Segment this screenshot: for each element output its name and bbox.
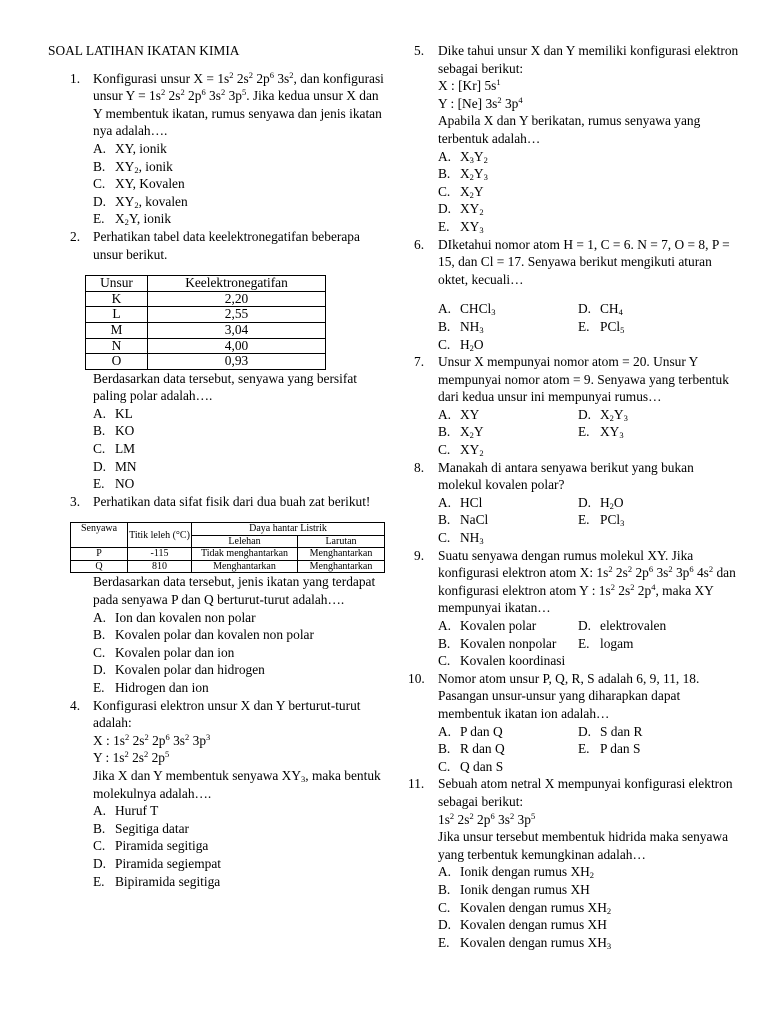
question-stem: Nomor atom unsur P, Q, R, S adalah 6, 9, 11, 18. Pasangan unsur-unsur yang diharapkan dapat membentuk ikatan ion adalah…: [438, 670, 700, 721]
answer-option: [93, 193, 388, 211]
option-letter: D.: [578, 301, 592, 317]
option-text: $XY_2$: [460, 442, 484, 459]
option-letter: A.: [93, 140, 107, 156]
option-letter: C.: [438, 183, 451, 199]
option-text: $XY_2$, ionik: [115, 158, 173, 175]
table-header-row: [86, 276, 326, 292]
question-number: 10.: [408, 670, 425, 686]
option-list: [438, 617, 740, 670]
option-text: Ionik dengan rumus $XH_2$: [460, 864, 595, 881]
option-letter: B.: [93, 627, 106, 643]
option-letter: D.: [93, 662, 107, 678]
option-letter: B.: [438, 166, 451, 182]
answer-option: [93, 820, 388, 838]
option-letter: B.: [93, 158, 106, 174]
table-header: Keelektronegatifan: [148, 276, 326, 292]
question-stem: Dike tahui unsur X dan Y memiliki konfigurasi elektron sebagai berikut:: [438, 43, 739, 76]
answer-option: [93, 405, 388, 423]
option-letter: D.: [93, 458, 107, 474]
answer-option: [438, 934, 740, 952]
table-row: [86, 354, 326, 370]
question-stem: DIketahui nomor atom H = 1, C = 6. N = 7, O = 8, P = 15, dan Cl = 17. Senyawa berikut mengikuti aturan oktet, kecuali…: [438, 236, 730, 287]
answer-option: [438, 916, 740, 934]
table-cell: M: [86, 322, 148, 338]
option-letter: E.: [438, 218, 450, 234]
answer-option: [578, 511, 718, 529]
answer-option: [438, 881, 740, 899]
answer-option: [93, 855, 388, 873]
table-header: Senyawa: [71, 523, 128, 548]
option-text: XY, Kovalen: [115, 176, 185, 192]
option-letter: D.: [438, 917, 452, 933]
question-number: 7.: [414, 354, 425, 370]
option-text: Ion dan kovalen non polar: [115, 609, 256, 625]
answer-option: [578, 494, 718, 512]
option-letter: D.: [578, 494, 592, 510]
question-stem: Manakah di antara senyawa berikut yang bukan molekul kovalen polar?: [438, 459, 694, 493]
option-text: Kovalen polar: [460, 618, 537, 633]
table-cell: 810: [128, 560, 192, 573]
table-cell: 4,00: [148, 338, 326, 354]
question-number: 3.: [70, 493, 81, 509]
option-letter: A.: [438, 864, 452, 880]
table-cell: Tidak menghantarkan: [192, 548, 298, 561]
question-stem: Konfigurasi elektron unsur X dan Y berturut-turut adalah:: [93, 697, 361, 731]
answer-option: [578, 723, 718, 741]
table-row: [86, 307, 326, 323]
option-letter: E.: [93, 476, 105, 492]
option-text: $X_2Y_3$: [600, 406, 628, 423]
answer-option: [438, 423, 578, 441]
option-letter: C.: [438, 442, 451, 458]
option-letter: A.: [438, 301, 452, 317]
option-list: [438, 863, 740, 951]
option-text: Kovalen polar dan ion: [115, 644, 235, 660]
option-text: $NH_3$: [460, 530, 484, 547]
question-stem: Perhatikan data sifat fisik dari dua buah zat berikut!: [93, 493, 371, 509]
option-letter: C.: [438, 336, 451, 352]
option-text: Kovalen polar dan hidrogen: [115, 662, 265, 678]
table-cell: Q: [71, 560, 128, 573]
right-column: [408, 42, 740, 951]
option-text: $XY_2$, kovalen: [115, 193, 188, 210]
answer-option: [438, 758, 578, 776]
table-cell: Menghantarkan: [298, 560, 385, 573]
option-text: XY, ionik: [115, 140, 167, 156]
question-number: 5.: [414, 43, 425, 58]
question-number: 6.: [414, 236, 425, 252]
table-row: [86, 322, 326, 338]
option-letter: B.: [438, 512, 451, 528]
question-followup: Apabila X dan Y berikatan, rumus senyawa yang terbentuk adalah…: [438, 113, 701, 146]
answer-option: [438, 494, 578, 512]
option-letter: B.: [93, 423, 106, 439]
answer-option: [93, 210, 388, 228]
option-text: Q dan S: [460, 758, 504, 774]
option-text: $XY_2$: [460, 201, 484, 218]
configuration-line: Y : [Ne] $3s^2$ $3p^4$: [438, 94, 523, 111]
option-text: NaCl: [460, 512, 489, 528]
option-text: CHCl$_3$: [460, 301, 496, 318]
document-title: SOAL LATIHAN IKATAN KIMIA: [48, 43, 240, 58]
option-text: $XY_3$: [460, 218, 484, 235]
option-text: PCl$_3$: [600, 512, 625, 529]
answer-option: [578, 423, 718, 441]
table-row: [71, 560, 385, 573]
table-header: Unsur: [86, 276, 148, 292]
table-cell: -115: [128, 548, 192, 561]
question-1: [48, 70, 388, 228]
option-list: [438, 406, 740, 459]
option-text: KO: [115, 423, 135, 439]
option-letter: C.: [93, 838, 106, 854]
answer-option: [93, 679, 388, 697]
table-header: Lelehan: [192, 535, 298, 548]
option-letter: D.: [578, 406, 592, 422]
option-letter: E.: [93, 211, 105, 227]
table-row: [86, 338, 326, 354]
option-letter: C.: [438, 758, 451, 774]
option-text: Kovalen dengan rumus $XH_2$: [460, 899, 612, 916]
answer-option: [93, 626, 388, 644]
table-cell: O: [86, 354, 148, 370]
option-letter: B.: [438, 424, 451, 440]
answer-option: [438, 652, 578, 670]
option-list: [93, 802, 388, 890]
configuration-line: Y : $1s^2$ $2s^2$ $2p^5$: [93, 749, 170, 766]
question-followup: Berdasarkan data tersebut, jenis ikatan yang terdapat pada senyawa P dan Q berturut-turut adalah….: [93, 574, 376, 608]
answer-option: [438, 635, 578, 653]
table-cell: 2,20: [148, 291, 326, 307]
table-cell: 2,55: [148, 307, 326, 323]
option-text: Bipiramida segitiga: [115, 873, 221, 889]
option-text: Kovalen dengan rumus $XH_3$: [460, 934, 612, 951]
option-letter: A.: [93, 609, 107, 625]
answer-option: [93, 158, 388, 176]
answer-option: [93, 644, 388, 662]
question-number: 9.: [414, 547, 425, 563]
option-text: R dan Q: [460, 741, 505, 757]
question-number: 2.: [70, 228, 81, 244]
question-followup: Berdasarkan data tersebut, senyawa yang bersifat paling polar adalah….: [93, 370, 357, 404]
option-text: LM: [115, 441, 136, 457]
question-11: [408, 775, 740, 951]
answer-option: [438, 899, 740, 917]
option-letter: B.: [438, 318, 451, 334]
table-cell: Menghantarkan: [192, 560, 298, 573]
option-list: [93, 140, 388, 228]
answer-option: [93, 440, 388, 458]
option-list: [93, 609, 388, 697]
question-followup: Jika unsur tersebut membentuk hidrida maka senyawa yang terbentuk kemungkinan adalah…: [438, 829, 729, 862]
question-stem: Unsur X mempunyai nomor atom = 20. Unsur Y mempunyai nomor atom = 9. Senyawa yang terbentuk dari kedua unsur ini mempunyai rumus…: [438, 354, 729, 405]
question-number: 4.: [70, 697, 81, 713]
answer-option: [578, 406, 718, 424]
question-number: 11.: [408, 776, 425, 792]
option-letter: C.: [93, 176, 106, 192]
question-5: [408, 42, 740, 236]
option-text: Kovalen dengan rumus XH: [460, 917, 607, 933]
option-text: PCl$_5$: [600, 318, 625, 335]
answer-option: [438, 300, 578, 318]
table-cell: 0,93: [148, 354, 326, 370]
table-header-row: [71, 523, 385, 536]
option-letter: C.: [93, 644, 106, 660]
answer-option: [578, 318, 718, 336]
answer-option: [93, 661, 388, 679]
option-text: $H_2O$: [460, 336, 484, 353]
question-7: [408, 353, 740, 459]
option-text: Hidrogen dan ion: [115, 680, 209, 695]
option-text: $XY_3$: [600, 424, 624, 441]
answer-option: [438, 511, 578, 529]
answer-option: [438, 723, 578, 741]
option-text: Ionik dengan rumus XH: [460, 881, 590, 897]
answer-option: [438, 336, 578, 354]
option-text: MN: [115, 458, 137, 474]
option-letter: A.: [438, 406, 452, 422]
table-cell: Menghantarkan: [298, 548, 385, 561]
option-letter: E.: [578, 512, 590, 528]
question-9: [408, 547, 740, 670]
option-text: Huruf T: [115, 803, 159, 819]
answer-option: [93, 609, 388, 627]
option-letter: E.: [578, 741, 590, 757]
option-letter: C.: [93, 441, 106, 457]
option-text: Kovalen koordinasi: [460, 653, 566, 669]
answer-option: [438, 441, 578, 459]
option-letter: E.: [93, 873, 105, 889]
answer-option: [438, 529, 578, 547]
option-letter: E.: [438, 934, 450, 950]
option-letter: B.: [438, 741, 451, 757]
table-cell: K: [86, 291, 148, 307]
option-text: P dan S: [600, 741, 641, 757]
answer-option: [93, 837, 388, 855]
option-text: Kovalen nonpolar: [460, 635, 557, 651]
table-row: [86, 291, 326, 307]
option-letter: C.: [438, 530, 451, 546]
option-letter: B.: [93, 820, 106, 836]
option-list: [438, 300, 740, 353]
question-2: [48, 228, 388, 493]
question-stem: Sebuah atom netral X mempunyai konfigurasi elektron sebagai berikut:: [438, 776, 733, 809]
option-letter: D.: [93, 193, 107, 209]
question-stem: Perhatikan tabel data keelektronegatifan beberapa unsur berikut.: [93, 228, 360, 262]
answer-option: [93, 873, 388, 891]
option-text: $X_2Y$, ionik: [115, 211, 172, 228]
answer-option: [578, 635, 718, 653]
answer-option: [93, 140, 388, 158]
answer-option: [438, 617, 578, 635]
option-text: Piramida segiempat: [115, 855, 221, 871]
answer-option: [438, 200, 740, 218]
option-text: Segitiga datar: [115, 820, 189, 836]
option-list: [438, 148, 740, 236]
table-cell: 3,04: [148, 322, 326, 338]
option-letter: E.: [578, 635, 590, 651]
electronegativity-table: [85, 275, 326, 370]
option-letter: A.: [438, 618, 452, 633]
option-text: $H_2O$: [600, 494, 624, 511]
configuration-line: $1s^2$ $2s^2$ $2p^6$ $3s^2$ $3p^5$: [438, 810, 536, 827]
question-number: 8.: [414, 459, 425, 475]
option-list: [438, 723, 740, 776]
option-text: $CH_4$: [600, 301, 623, 318]
answer-option: [438, 165, 740, 183]
option-text: P dan Q: [460, 723, 503, 739]
table-cell: P: [71, 548, 128, 561]
option-letter: E.: [578, 318, 590, 334]
answer-option: [93, 475, 388, 493]
answer-option: [578, 617, 718, 635]
option-letter: A.: [438, 723, 452, 739]
option-text: Piramida segitiga: [115, 838, 209, 854]
answer-option: [578, 740, 718, 758]
option-letter: C.: [438, 653, 451, 669]
answer-option: [438, 740, 578, 758]
option-letter: B.: [438, 881, 451, 897]
answer-option: [438, 218, 740, 236]
question-8: [408, 459, 740, 547]
answer-option: [438, 183, 740, 201]
option-letter: B.: [438, 635, 451, 651]
answer-option: [93, 175, 388, 193]
answer-option: [438, 406, 578, 424]
configuration-line: X : $1s^2$ $2s^2$ $2p^6$ $3s^2$ $3p^3$: [93, 731, 211, 748]
physical-properties-table: [70, 522, 385, 573]
question-stem: Suatu senyawa dengan rumus molekul XY. Jika konfigurasi elektron atom X: $1s^2$ $2s^2$ $2p^6$ $3s^2$ $3p^6$ $4s^2$ dan konfigurasi elektron atom Y : $1s^2$ $2s^2$ $2p^4$, maka XY mempunyai ikatan…: [438, 547, 740, 616]
option-text: HCl: [460, 494, 483, 510]
table-cell: L: [86, 307, 148, 323]
option-letter: D.: [438, 201, 452, 217]
answer-option: [93, 458, 388, 476]
table-cell: N: [86, 338, 148, 354]
option-text: logam: [600, 635, 634, 651]
option-text: KL: [115, 405, 133, 421]
option-text: NO: [115, 476, 135, 492]
table-header: Larutan: [298, 535, 385, 548]
option-text: $X_3Y_2$: [460, 148, 488, 165]
answer-option: [578, 300, 718, 318]
option-letter: E.: [578, 424, 590, 440]
option-letter: A.: [438, 148, 452, 164]
option-text: $X_2Y$: [460, 424, 484, 441]
left-column: [48, 42, 388, 890]
table-header: Daya hantar Listrik: [192, 523, 385, 536]
answer-option: [438, 863, 740, 881]
table-header: Titik leleh (°C): [128, 523, 192, 548]
answer-option: [93, 422, 388, 440]
answer-option: [438, 318, 578, 336]
option-text: S dan R: [600, 723, 643, 739]
option-letter: E.: [93, 680, 105, 695]
option-letter: A.: [93, 803, 107, 819]
option-text: $X_2Y_3$: [460, 166, 488, 183]
option-text: $NH_3$: [460, 318, 484, 335]
configuration-line: X : [Kr] $5s^1$: [438, 77, 501, 94]
answer-option: [93, 802, 388, 820]
option-letter: A.: [438, 494, 452, 510]
option-list: [438, 494, 740, 547]
question-6: [408, 236, 740, 354]
option-text: Kovalen polar dan kovalen non polar: [115, 627, 314, 643]
option-letter: C.: [438, 899, 451, 915]
option-letter: D.: [578, 723, 592, 739]
option-letter: D.: [93, 855, 107, 871]
option-list: [93, 405, 388, 493]
question-3: [48, 493, 388, 697]
question-number: 1.: [70, 70, 81, 86]
option-letter: D.: [578, 618, 592, 633]
answer-option: [438, 148, 740, 166]
question-4: [48, 697, 388, 891]
question-10: [408, 670, 740, 776]
table-row: [71, 548, 385, 561]
option-text: elektrovalen: [600, 618, 667, 633]
option-text: XY: [460, 406, 480, 422]
option-text: $X_2Y$: [460, 183, 484, 200]
option-letter: A.: [93, 405, 107, 421]
question-stem: Konfigurasi unsur $X = 1s^2$ $2s^2$ $2p^6$ $3s^2$, dan konfigurasi unsur $Y = 1s^2$ $2s^2$ $2p^6$ $3s^2$ $3p^5$. Jika kedua unsur X dan Y membentuk ikatan, rumus senyawa dan jenis ikatan nya adalah….: [93, 69, 384, 139]
question-followup: Jika X dan Y membentuk senyawa $XY_3$, maka bentuk molekulnya adalah….: [93, 767, 381, 801]
